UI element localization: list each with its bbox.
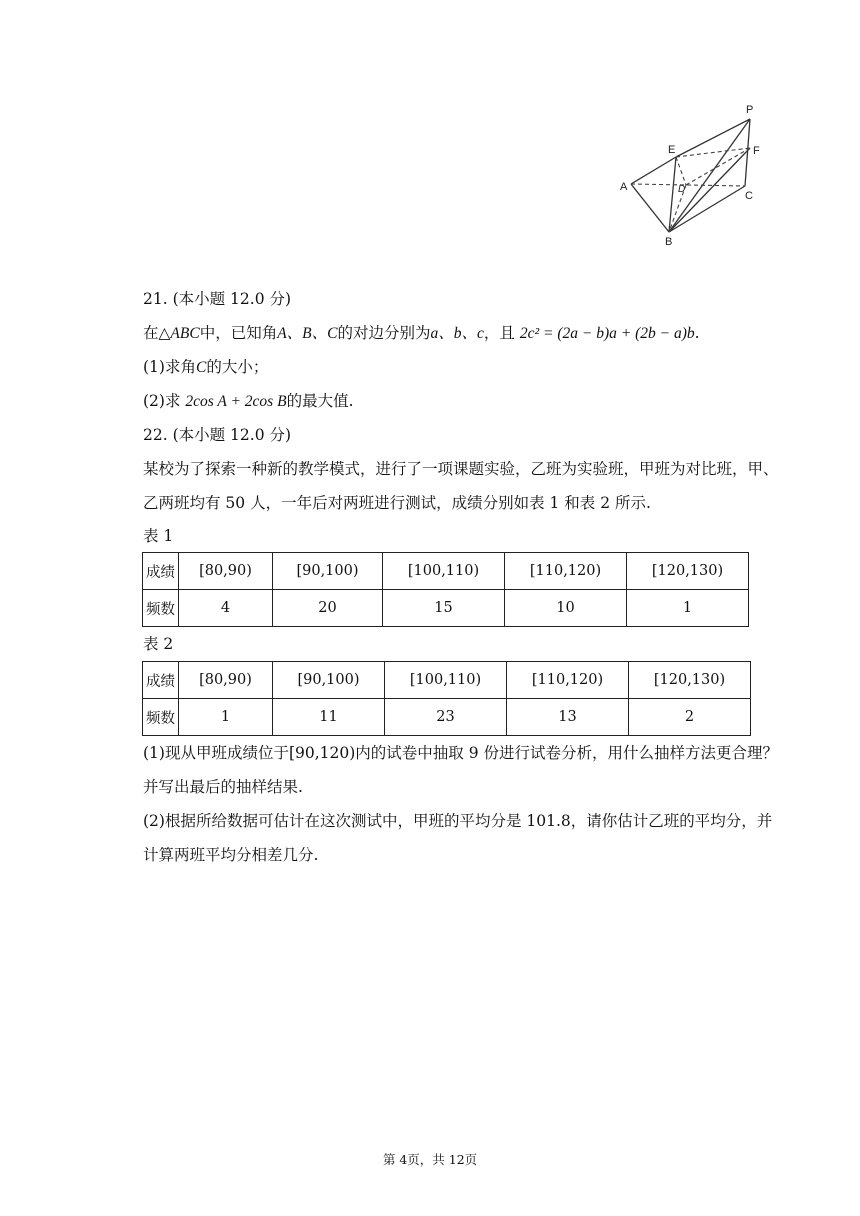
- q21-stem-sides: a、b、c: [430, 325, 484, 342]
- table2-cell: [90,100): [273, 662, 385, 699]
- table1-row-header: 频数: [143, 590, 179, 627]
- label-F: F: [753, 145, 760, 157]
- table1-cell: 4: [179, 590, 273, 627]
- table1-count-row: [143, 590, 749, 627]
- edge-ED: [676, 157, 686, 185]
- q22-part2-line2: 计算两班平均分相差几分.: [143, 846, 319, 864]
- table2-row-header: 成绩: [143, 662, 179, 699]
- page-footer: 第 4页，共 12页: [382, 1152, 478, 1167]
- table2-caption: 表 2: [143, 635, 174, 653]
- q22-stem-line1: 某校为了探索一种新的教学模式，进行了一项课题实验，乙班为实验班，甲班为对比班，甲、: [143, 460, 779, 478]
- q22-part1-line2: 并写出最后的抽样结果.: [143, 778, 303, 796]
- edge-AE: [631, 157, 676, 184]
- table2-cell: 23: [385, 699, 507, 736]
- q21-stem-mid2: 的对边分别为: [337, 324, 431, 342]
- table1-cell: [110,120): [505, 553, 627, 590]
- table2-cell: 11: [273, 699, 385, 736]
- table1: [142, 552, 749, 627]
- label-C: C: [745, 190, 753, 202]
- q22-stem-line2: 乙两班均有 50 人，一年后对两班进行测试，成绩分别如表 1 和表 2 所示.: [143, 494, 651, 512]
- label-A: A: [620, 181, 628, 193]
- edge-DF: [686, 148, 750, 185]
- q21-stem-mid: 中，已知角: [199, 324, 278, 342]
- q21-part2-expr: 2cos A + 2cos B: [185, 393, 287, 410]
- q21-stem-end: .: [694, 324, 700, 342]
- q21-part2-pre: (2)求: [143, 392, 186, 410]
- edge-AB: [631, 184, 669, 232]
- table1-cell: 15: [383, 590, 505, 627]
- q21-stem-triangle: ABC: [170, 325, 200, 342]
- geometry-figure: [612, 98, 772, 256]
- table2-count-row: [143, 699, 751, 736]
- table1-cell: 10: [505, 590, 627, 627]
- table1-row-header: 成绩: [143, 553, 179, 590]
- table2-cell: [100,110): [385, 662, 507, 699]
- q21-part1: [143, 356, 268, 379]
- q21-part1-var: C: [195, 359, 207, 376]
- table2-row-header: 频数: [143, 699, 179, 736]
- table1-score-row: [143, 553, 749, 590]
- edge-EF: [676, 148, 750, 157]
- q21-heading: 21. (本小题 12.0 分): [143, 290, 292, 308]
- table2-cell: 2: [629, 699, 751, 736]
- q22-heading: 22. (本小题 12.0 分): [143, 426, 292, 444]
- table1-cell: [100,110): [383, 553, 505, 590]
- label-D: D: [678, 184, 686, 195]
- label-E: E: [668, 144, 676, 156]
- q21-stem-mid3: ，且: [483, 324, 520, 342]
- q21-stem-angles: A、B、C: [277, 325, 338, 342]
- table1-cell: 1: [627, 590, 749, 627]
- table2-score-row: [143, 662, 751, 699]
- table2-cell: 13: [507, 699, 629, 736]
- table2: [142, 661, 751, 736]
- table2-cell: [120,130): [629, 662, 751, 699]
- q21-part1-pre: (1)求角: [143, 358, 196, 376]
- table2-cell: [110,120): [507, 662, 629, 699]
- q21-stem-pre: 在△: [143, 324, 171, 342]
- table1-cell: 20: [273, 590, 383, 627]
- table1-cell: [90,100): [273, 553, 383, 590]
- table1-caption: 表 1: [143, 527, 174, 545]
- table2-cell: 1: [179, 699, 273, 736]
- label-P: P: [746, 104, 754, 116]
- q22-part2-line1: (2)根据所给数据可估计在这次测试中，甲班的平均分是 101.8，请你估计乙班的平均分，并: [143, 812, 773, 830]
- label-B: B: [665, 236, 673, 248]
- edge-EP: [676, 119, 750, 157]
- q22-part1-line1: (1)现从甲班成绩位于[90,120)内的试卷中抽取 9 份进行试卷分析，用什么抽样方法更合理？: [143, 744, 779, 762]
- q21-part1-post: 的大小；: [206, 358, 269, 376]
- edge-PB: [669, 119, 750, 232]
- q21-part2-post: 的最大值.: [286, 392, 354, 410]
- table2-cell: [80,90): [179, 662, 273, 699]
- q21-part2: [143, 390, 354, 413]
- table1-cell: [120,130): [627, 553, 749, 590]
- table1-cell: [80,90): [179, 553, 273, 590]
- q21-stem-equation: 2c² = (2a − b)a + (2b − a)b: [519, 325, 695, 342]
- q21-stem: [143, 322, 700, 345]
